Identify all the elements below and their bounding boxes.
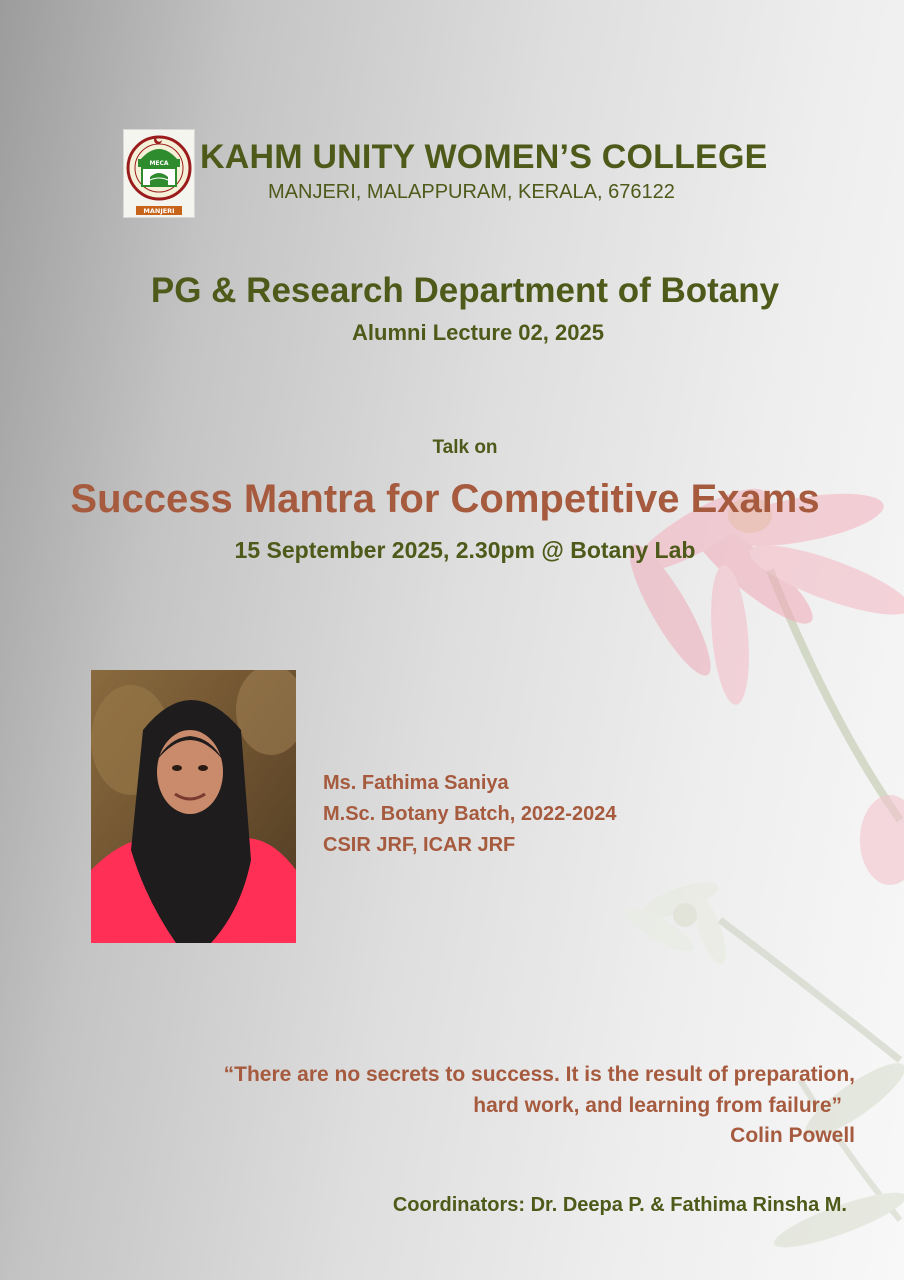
coordinators: Coordinators: Dr. Deepa P. & Fathima Rinsha M.: [392, 1194, 847, 1216]
speaker-batch: M.Sc. Botany Batch, 2022-2024: [323, 803, 617, 825]
talk-title: Success Mantra for Competitive Exams: [70, 477, 820, 521]
logo-text-bottom: MANJERI: [143, 207, 175, 215]
quote-author: Colin Powell: [730, 1124, 855, 1147]
speaker-photo: [91, 670, 296, 943]
talk-intro: Talk on: [432, 437, 498, 458]
college-address: MANJERI, MALAPPURAM, KERALA, 676122: [268, 181, 675, 203]
logo-text-top: MECA: [149, 160, 169, 167]
quote-line-1: “There are no secrets to success. It is the result of preparation,: [223, 1063, 855, 1086]
lecture-series: Alumni Lecture 02, 2025: [352, 320, 604, 345]
college-logo: [123, 129, 195, 218]
quote-line-2: hard work, and learning from failure”: [473, 1094, 842, 1117]
flower-decoration: [600, 460, 904, 1280]
speaker-name: Ms. Fathima Saniya: [323, 772, 509, 794]
talk-date-venue: 15 September 2025, 2.30pm @ Botany Lab: [234, 537, 696, 563]
department-title: PG & Research Department of Botany: [150, 271, 780, 310]
college-name: KAHM UNITY WOMEN’S COLLEGE: [200, 138, 768, 176]
speaker-achievements: CSIR JRF, ICAR JRF: [323, 834, 516, 856]
